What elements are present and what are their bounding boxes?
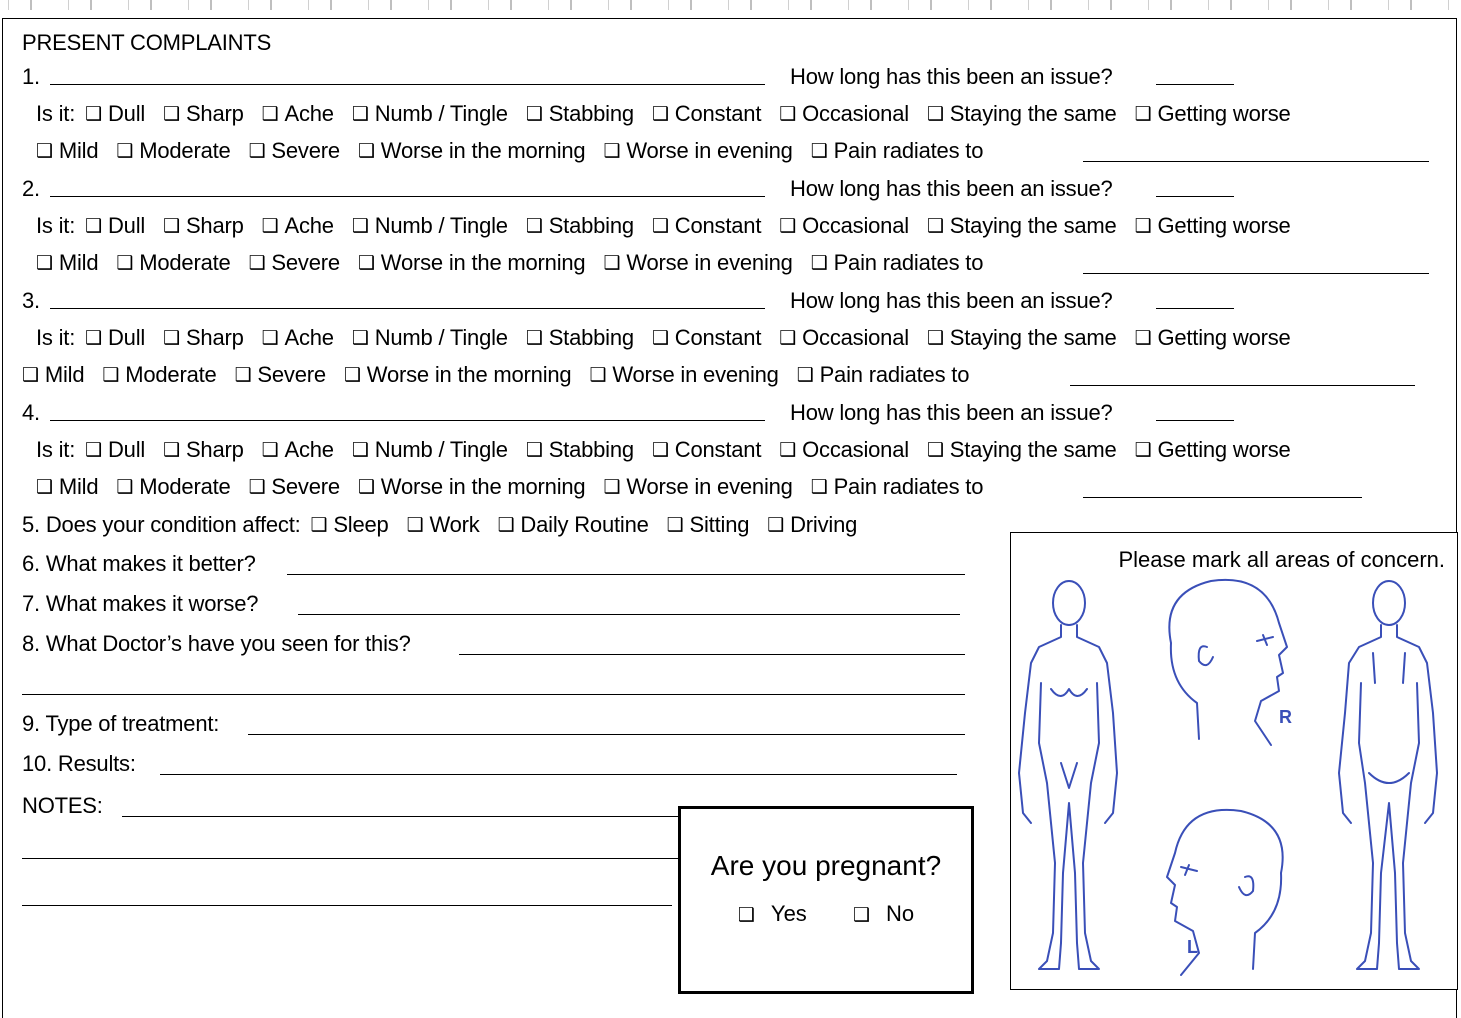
option-label: Numb / Tingle: [374, 101, 508, 126]
severe-checkbox[interactable]: [249, 138, 340, 163]
mild-checkbox[interactable]: [22, 362, 84, 387]
ache-checkbox[interactable]: [262, 213, 334, 238]
checkbox-icon: ❑: [261, 328, 279, 349]
option-label: Constant: [674, 101, 762, 126]
option-label: Staying the same: [949, 437, 1117, 462]
worse-in-evening-checkbox[interactable]: [603, 474, 792, 499]
ache-checkbox[interactable]: [262, 101, 334, 126]
complaint-2-field[interactable]: [50, 196, 765, 197]
checkbox-icon: ❑: [926, 328, 944, 349]
complaint-3-field[interactable]: [50, 308, 765, 309]
option-label: Mild: [44, 362, 85, 387]
option-label: Pain radiates to: [833, 250, 984, 275]
staying-the-same-checkbox[interactable]: [927, 325, 1117, 350]
pain-radiates-to-checkbox[interactable]: [797, 362, 970, 387]
checkbox-icon: ❑: [1134, 328, 1152, 349]
getting-worse-checkbox[interactable]: [1135, 213, 1291, 238]
checkbox-icon: ❑: [85, 440, 102, 461]
checkbox-icon: ❑: [116, 477, 134, 498]
checkbox-icon: ❑: [779, 328, 797, 349]
complaint-number: 2.: [22, 176, 40, 201]
is-it-label: Is it:: [36, 213, 76, 238]
driving-checkbox[interactable]: [767, 512, 857, 537]
option-label: Pain radiates to: [819, 362, 970, 387]
constant-checkbox[interactable]: [652, 101, 761, 126]
severe-checkbox[interactable]: [235, 362, 326, 387]
option-label: Severe: [271, 138, 340, 163]
checkbox-icon: ❑: [85, 216, 102, 237]
checkbox-icon: ❑: [666, 515, 684, 536]
checkbox-icon: ❑: [796, 365, 814, 386]
option-label: Mild: [58, 250, 99, 275]
daily-routine-checkbox[interactable]: [498, 512, 649, 537]
option-label: Sharp: [185, 325, 244, 350]
notes-label: NOTES:: [22, 793, 103, 818]
option-label: Worse in the morning: [380, 250, 586, 275]
option-label: Worse in evening: [626, 138, 793, 163]
checkbox-icon: ❑: [651, 216, 669, 237]
constant-checkbox[interactable]: [652, 437, 761, 462]
complaint-number: 3.: [22, 288, 40, 313]
pain-radiates-to-checkbox[interactable]: [811, 474, 984, 499]
checkbox-icon: ❑: [852, 905, 870, 926]
quality-row: [36, 437, 1309, 465]
checkbox-icon: ❑: [234, 365, 252, 386]
checkbox-icon: ❑: [1134, 104, 1152, 125]
is-it-label: Is it:: [36, 101, 76, 126]
worse-in-the-morning-checkbox[interactable]: [358, 474, 586, 499]
quality-row: [36, 325, 1309, 353]
pregnancy-no-checkbox[interactable]: [843, 901, 924, 926]
checkbox-icon: ❑: [116, 141, 134, 162]
option-label: Moderate: [125, 362, 217, 387]
checkbox-icon: ❑: [525, 328, 543, 349]
checkbox-icon: ❑: [651, 328, 669, 349]
dull-checkbox[interactable]: [85, 101, 145, 126]
radiates-4-field[interactable]: [1083, 497, 1362, 498]
severity-row: [36, 474, 1001, 502]
option-label: Ache: [284, 213, 334, 238]
checkbox-icon: ❑: [248, 141, 266, 162]
pregnancy-box: [678, 806, 974, 994]
stabbing-checkbox[interactable]: [526, 325, 634, 350]
sharp-checkbox[interactable]: [163, 101, 244, 126]
option-label: Dull: [107, 213, 146, 238]
checkbox-icon: ❑: [779, 104, 797, 125]
checkbox-icon: ❑: [1134, 440, 1152, 461]
sharp-checkbox[interactable]: [163, 213, 244, 238]
option-label: Constant: [674, 325, 762, 350]
checkbox-icon: ❑: [603, 141, 621, 162]
duration-4-field[interactable]: [1156, 420, 1234, 421]
option-label: Sleep: [333, 512, 389, 537]
quality-row: [36, 101, 1309, 129]
option-label: Occasional: [802, 101, 909, 126]
option-label: Sharp: [185, 101, 244, 126]
worse-in-evening-checkbox[interactable]: [603, 138, 792, 163]
option-label: Worse in the morning: [380, 474, 586, 499]
option-label: Work: [429, 512, 480, 537]
option-label: Ache: [284, 101, 334, 126]
checkbox-icon: ❑: [651, 104, 669, 125]
is-it-label: Is it:: [36, 325, 76, 350]
checkbox-icon: ❑: [351, 216, 369, 237]
constant-checkbox[interactable]: [652, 213, 761, 238]
checkbox-icon: ❑: [357, 141, 375, 162]
checkbox-icon: ❑: [767, 515, 785, 536]
pregnancy-options: [681, 901, 971, 929]
option-label: Numb / Tingle: [374, 437, 508, 462]
checkbox-icon: ❑: [651, 440, 669, 461]
option-label: Constant: [674, 437, 762, 462]
better-field[interactable]: [287, 574, 965, 575]
condition-affect-label: 5. Does your condition affect:: [22, 512, 301, 537]
is-it-label: Is it:: [36, 437, 76, 462]
mild-checkbox[interactable]: [36, 474, 98, 499]
option-label: Pain radiates to: [833, 138, 984, 163]
worse-in-the-morning-checkbox[interactable]: [358, 250, 586, 275]
option-label: Getting worse: [1157, 437, 1291, 462]
option-label: Stabbing: [548, 325, 634, 350]
moderate-checkbox[interactable]: [116, 250, 230, 275]
checkbox-icon: ❑: [351, 440, 369, 461]
radiates-3-field[interactable]: [1070, 385, 1415, 386]
option-label: Mild: [58, 474, 99, 499]
option-label: Numb / Tingle: [374, 325, 508, 350]
staying-the-same-checkbox[interactable]: [927, 101, 1117, 126]
staying-the-same-checkbox[interactable]: [927, 213, 1117, 238]
option-label: Occasional: [802, 325, 909, 350]
checkbox-icon: ❑: [810, 477, 828, 498]
checkbox-icon: ❑: [525, 216, 543, 237]
checkbox-icon: ❑: [163, 104, 180, 125]
checkbox-icon: ❑: [248, 253, 266, 274]
severity-row: [22, 362, 987, 390]
checkbox-icon: ❑: [163, 440, 180, 461]
moderate-checkbox[interactable]: [116, 138, 230, 163]
duration-question: How long has this been an issue?: [790, 64, 1113, 89]
option-label: Stabbing: [548, 213, 634, 238]
notes-field-2[interactable]: [22, 858, 682, 859]
option-label: Dull: [107, 437, 146, 462]
checkbox-icon: ❑: [163, 328, 180, 349]
option-label: Severe: [257, 362, 326, 387]
notes-field-3[interactable]: [22, 905, 672, 906]
duration-question: How long has this been an issue?: [790, 176, 1113, 201]
checkbox-icon: ❑: [261, 440, 279, 461]
option-label: Worse in evening: [612, 362, 779, 387]
dull-checkbox[interactable]: [85, 213, 145, 238]
doctors-field-2[interactable]: [22, 694, 965, 695]
duration-1-field[interactable]: [1156, 84, 1234, 85]
checkbox-icon: ❑: [357, 253, 375, 274]
option-label: Getting worse: [1157, 101, 1291, 126]
option-label: Stabbing: [548, 101, 634, 126]
worse-in-the-morning-checkbox[interactable]: [344, 362, 572, 387]
mild-checkbox[interactable]: [36, 250, 98, 275]
checkbox-icon: ❑: [261, 216, 279, 237]
duration-2-field[interactable]: [1156, 196, 1234, 197]
checkbox-icon: ❑: [525, 104, 543, 125]
option-label: Worse in evening: [626, 250, 793, 275]
checkbox-icon: ❑: [406, 515, 424, 536]
occasional-checkbox[interactable]: [779, 325, 909, 350]
radiates-2-field[interactable]: [1083, 273, 1429, 274]
left-head-figure: [1167, 810, 1283, 975]
checkbox-icon: ❑: [85, 328, 102, 349]
stabbing-checkbox[interactable]: [526, 213, 634, 238]
checkbox-icon: ❑: [36, 141, 53, 162]
severity-row: [36, 250, 1001, 278]
stabbing-checkbox[interactable]: [526, 437, 634, 462]
checkbox-icon: ❑: [926, 104, 944, 125]
option-label: Worse in evening: [626, 474, 793, 499]
option-label: Getting worse: [1157, 213, 1291, 238]
doctors-question: 8. What Doctor’s have you seen for this?: [22, 631, 411, 656]
mild-checkbox[interactable]: [36, 138, 98, 163]
option-label: Staying the same: [949, 325, 1117, 350]
checkbox-icon: ❑: [36, 477, 53, 498]
checkbox-icon: ❑: [525, 440, 543, 461]
checkbox-icon: ❑: [85, 104, 102, 125]
checkbox-icon: ❑: [1134, 216, 1152, 237]
results-question: 10. Results:: [22, 751, 136, 776]
duration-3-field[interactable]: [1156, 308, 1234, 309]
checkbox-icon: ❑: [357, 477, 375, 498]
pain-radiates-to-checkbox[interactable]: [811, 138, 984, 163]
occasional-checkbox[interactable]: [779, 213, 909, 238]
getting-worse-checkbox[interactable]: [1135, 101, 1291, 126]
option-label: Ache: [284, 437, 334, 462]
option-label: Sharp: [185, 437, 244, 462]
checkbox-icon: ❑: [926, 440, 944, 461]
getting-worse-checkbox[interactable]: [1135, 437, 1291, 462]
checkbox-icon: ❑: [926, 216, 944, 237]
checkbox-icon: ❑: [810, 253, 828, 274]
option-label: Getting worse: [1157, 325, 1291, 350]
checkbox-icon: ❑: [603, 477, 621, 498]
checkbox-icon: ❑: [102, 365, 120, 386]
body-chart-box: [1010, 532, 1458, 990]
dull-checkbox[interactable]: [85, 437, 145, 462]
right-side-label: R: [1279, 707, 1292, 727]
option-label: Staying the same: [949, 101, 1117, 126]
stabbing-checkbox[interactable]: [526, 101, 634, 126]
duration-question: How long has this been an issue?: [790, 288, 1113, 313]
option-label: Severe: [271, 474, 340, 499]
checkbox-icon: ❑: [351, 104, 369, 125]
option-label: Dull: [107, 325, 146, 350]
back-body-figure: [1339, 581, 1437, 969]
complaint-number: 1.: [22, 64, 40, 89]
numb-tingle-checkbox[interactable]: [352, 101, 508, 126]
body-chart-title: Please mark all areas of concern.: [1118, 547, 1445, 572]
checkbox-icon: ❑: [116, 253, 134, 274]
checkbox-icon: ❑: [779, 216, 797, 237]
option-label: Moderate: [139, 138, 231, 163]
numb-tingle-checkbox[interactable]: [352, 325, 508, 350]
ache-checkbox[interactable]: [262, 437, 334, 462]
sharp-checkbox[interactable]: [163, 437, 244, 462]
option-label: Constant: [674, 213, 762, 238]
checkbox-icon: ❑: [36, 253, 53, 274]
checkbox-icon: ❑: [261, 104, 279, 125]
option-label: Sharp: [185, 213, 244, 238]
severity-row: [36, 138, 1001, 166]
duration-question: How long has this been an issue?: [790, 400, 1113, 425]
checkbox-icon: ❑: [163, 216, 180, 237]
constant-checkbox[interactable]: [652, 325, 761, 350]
dull-checkbox[interactable]: [85, 325, 145, 350]
left-side-label: L: [1187, 937, 1198, 957]
sitting-checkbox[interactable]: [667, 512, 750, 537]
better-question: 6. What makes it better?: [22, 551, 256, 576]
body-diagram[interactable]: [1011, 573, 1457, 991]
worse-field[interactable]: [298, 614, 960, 615]
sharp-checkbox[interactable]: [163, 325, 244, 350]
option-label: Occasional: [802, 437, 909, 462]
checkbox-icon: ❑: [248, 477, 266, 498]
notes-field-1[interactable]: [122, 816, 682, 817]
yes-label: Yes: [770, 901, 807, 926]
worse-in-evening-checkbox[interactable]: [589, 362, 778, 387]
getting-worse-checkbox[interactable]: [1135, 325, 1291, 350]
work-checkbox[interactable]: [407, 512, 480, 537]
pregnancy-question: Are you pregnant?: [710, 850, 942, 881]
checkbox-icon: ❑: [310, 515, 328, 536]
option-label: Ache: [284, 325, 334, 350]
numb-tingle-checkbox[interactable]: [352, 437, 508, 462]
sleep-checkbox[interactable]: [310, 512, 388, 537]
checkbox-icon: ❑: [810, 141, 828, 162]
complaint-number: 4.: [22, 400, 40, 425]
complaint-1-field[interactable]: [50, 84, 765, 85]
option-label: Numb / Tingle: [374, 213, 508, 238]
checkbox-icon: ❑: [497, 515, 515, 536]
moderate-checkbox[interactable]: [102, 362, 216, 387]
option-label: Moderate: [139, 250, 231, 275]
section-title: PRESENT COMPLAINTS: [22, 30, 272, 55]
worse-in-the-morning-checkbox[interactable]: [358, 138, 586, 163]
severe-checkbox[interactable]: [249, 474, 340, 499]
pregnancy-yes-checkbox[interactable]: [728, 901, 817, 926]
checkbox-icon: ❑: [343, 365, 361, 386]
occasional-checkbox[interactable]: [779, 437, 909, 462]
ache-checkbox[interactable]: [262, 325, 334, 350]
treatment-question: 9. Type of treatment:: [22, 711, 220, 736]
checkbox-icon: ❑: [737, 905, 755, 926]
right-head-figure: [1169, 580, 1287, 745]
option-label: Worse in the morning: [366, 362, 572, 387]
front-body-figure: [1019, 581, 1117, 969]
option-label: Driving: [790, 512, 858, 537]
option-label: Stabbing: [548, 437, 634, 462]
worse-in-evening-checkbox[interactable]: [603, 250, 792, 275]
option-label: Staying the same: [949, 213, 1117, 238]
moderate-checkbox[interactable]: [116, 474, 230, 499]
quality-row: [36, 213, 1309, 241]
numb-tingle-checkbox[interactable]: [352, 213, 508, 238]
occasional-checkbox[interactable]: [779, 101, 909, 126]
treatment-field[interactable]: [248, 734, 965, 735]
page-top-edge: [0, 0, 1461, 10]
option-label: Daily Routine: [520, 512, 649, 537]
option-label: Occasional: [802, 213, 909, 238]
complaint-4-field[interactable]: [50, 420, 765, 421]
condition-affect-row: [22, 512, 875, 540]
option-label: Worse in the morning: [380, 138, 586, 163]
option-label: Severe: [271, 250, 340, 275]
checkbox-icon: ❑: [351, 328, 369, 349]
checkbox-icon: ❑: [22, 365, 39, 386]
option-label: Moderate: [139, 474, 231, 499]
staying-the-same-checkbox[interactable]: [927, 437, 1117, 462]
pain-radiates-to-checkbox[interactable]: [811, 250, 984, 275]
radiates-1-field[interactable]: [1083, 161, 1429, 162]
checkbox-icon: ❑: [779, 440, 797, 461]
checkbox-icon: ❑: [603, 253, 621, 274]
results-field[interactable]: [160, 774, 957, 775]
option-label: Dull: [107, 101, 146, 126]
option-label: Sitting: [689, 512, 750, 537]
no-label: No: [885, 901, 915, 926]
option-label: Pain radiates to: [833, 474, 984, 499]
option-label: Mild: [58, 138, 99, 163]
severe-checkbox[interactable]: [249, 250, 340, 275]
worse-question: 7. What makes it worse?: [22, 591, 259, 616]
doctors-field[interactable]: [459, 654, 965, 655]
checkbox-icon: ❑: [589, 365, 607, 386]
